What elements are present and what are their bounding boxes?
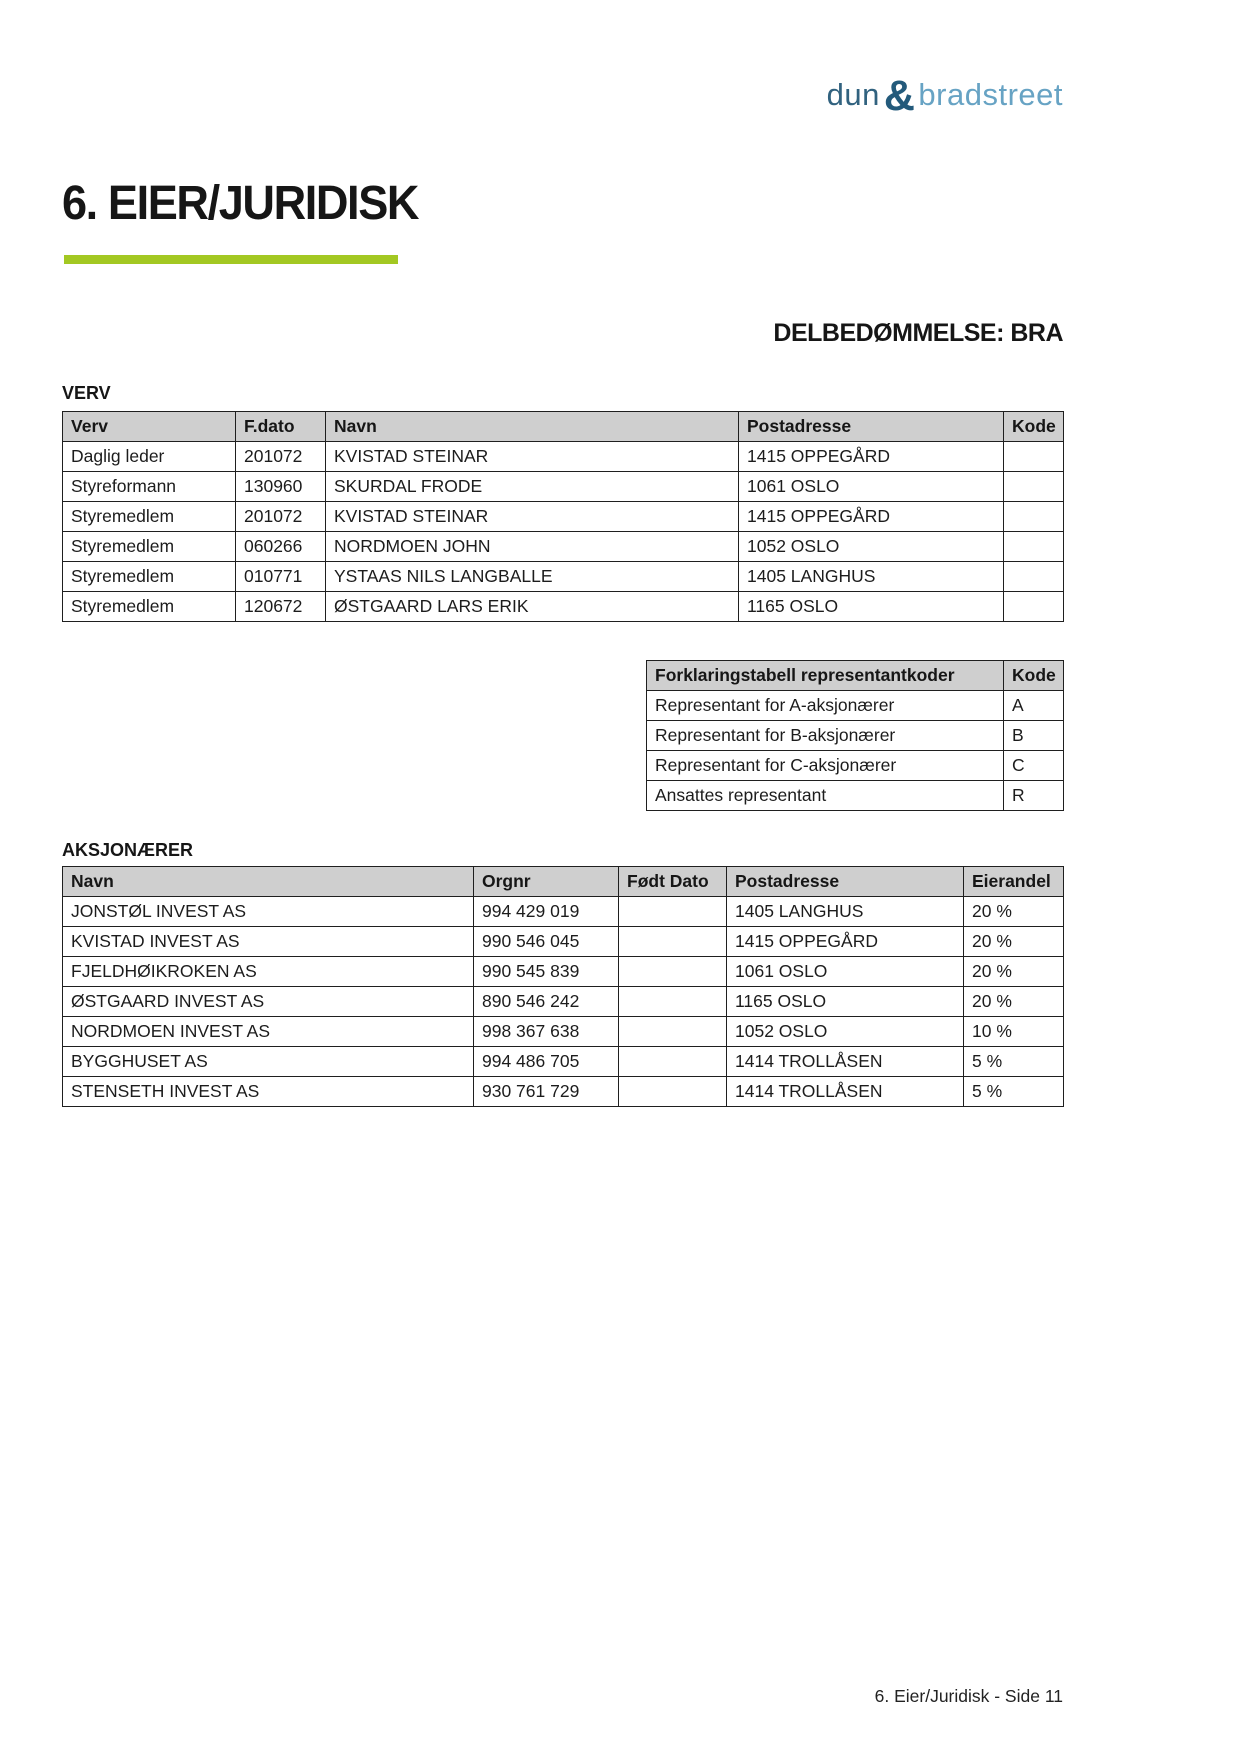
column-header: Forklaringstabell representantkoder — [647, 661, 1004, 691]
accent-underline — [64, 255, 398, 264]
column-header: Født Dato — [619, 867, 727, 897]
page-footer: 6. Eier/Juridisk - Side 11 — [874, 1686, 1063, 1706]
table-row — [63, 1017, 1064, 1047]
table-header-row — [647, 661, 1064, 691]
table-cell: 998 367 638 — [474, 1017, 619, 1047]
verv-table — [62, 411, 1064, 622]
table-cell: R — [1004, 781, 1064, 811]
table-row — [63, 442, 1064, 472]
table-cell — [619, 1017, 727, 1047]
table-cell: Representant for C-aksjonærer — [647, 751, 1004, 781]
table-cell: Styremedlem — [63, 592, 236, 622]
column-header: Eierandel — [964, 867, 1064, 897]
table-cell — [619, 987, 727, 1017]
table-cell: B — [1004, 721, 1064, 751]
table-cell: Representant for A-aksjonærer — [647, 691, 1004, 721]
table-cell: ØSTGAARD LARS ERIK — [326, 592, 739, 622]
table-cell: NORDMOEN JOHN — [326, 532, 739, 562]
table-row — [647, 781, 1064, 811]
table-cell: Styremedlem — [63, 562, 236, 592]
table-cell: 1405 LANGHUS — [727, 897, 964, 927]
table-cell: 1165 OSLO — [739, 592, 1004, 622]
subrating-text: DELBEDØMMELSE: BRA — [773, 319, 1063, 347]
table-header-row — [63, 867, 1064, 897]
table-cell: 990 545 839 — [474, 957, 619, 987]
table-cell: STENSETH INVEST AS — [63, 1077, 474, 1107]
table-row — [63, 532, 1064, 562]
section-title: 6. EIER/JURIDISK — [62, 177, 419, 230]
table-cell: 20 % — [964, 957, 1064, 987]
table-row — [63, 502, 1064, 532]
aksjonaerer-section-label: AKSJONÆRER — [62, 840, 194, 860]
column-header: Verv — [63, 412, 236, 442]
table-cell: 1061 OSLO — [727, 957, 964, 987]
table-cell: YSTAAS NILS LANGBALLE — [326, 562, 739, 592]
table-cell: ØSTGAARD INVEST AS — [63, 987, 474, 1017]
table-cell: Styremedlem — [63, 502, 236, 532]
table-row — [647, 721, 1064, 751]
table-cell — [619, 897, 727, 927]
table-cell: 994 429 019 — [474, 897, 619, 927]
table-cell: 1052 OSLO — [739, 532, 1004, 562]
table-cell: 1415 OPPEGÅRD — [727, 927, 964, 957]
table-cell: 201072 — [236, 442, 326, 472]
table-cell: KVISTAD STEINAR — [326, 442, 739, 472]
table-cell: Daglig leder — [63, 442, 236, 472]
logo-ampersand-icon: & — [883, 72, 916, 120]
column-header: F.dato — [236, 412, 326, 442]
table-row — [647, 691, 1064, 721]
table-cell: 060266 — [236, 532, 326, 562]
table-cell: 1415 OPPEGÅRD — [739, 442, 1004, 472]
table-cell: NORDMOEN INVEST AS — [63, 1017, 474, 1047]
table-cell: 1052 OSLO — [727, 1017, 964, 1047]
table-cell: Styreformann — [63, 472, 236, 502]
table-row — [63, 927, 1064, 957]
table-cell: 1061 OSLO — [739, 472, 1004, 502]
table-cell: 930 761 729 — [474, 1077, 619, 1107]
representative-codes-table — [646, 660, 1064, 811]
table-cell: A — [1004, 691, 1064, 721]
table-row — [647, 751, 1064, 781]
table-cell — [619, 957, 727, 987]
table-cell: 990 546 045 — [474, 927, 619, 957]
table-row — [63, 472, 1064, 502]
table-cell: FJELDHØIKROKEN AS — [63, 957, 474, 987]
column-header: Orgnr — [474, 867, 619, 897]
table-row — [63, 897, 1064, 927]
table-cell: 1165 OSLO — [727, 987, 964, 1017]
table-cell: Ansattes representant — [647, 781, 1004, 811]
table-row — [63, 1047, 1064, 1077]
column-header: Kode — [1004, 661, 1064, 691]
table-row — [63, 957, 1064, 987]
table-cell — [619, 1077, 727, 1107]
table-cell: 5 % — [964, 1047, 1064, 1077]
shareholders-table — [62, 866, 1064, 1107]
table-row — [63, 987, 1064, 1017]
table-row — [63, 1077, 1064, 1107]
table-cell — [619, 1047, 727, 1077]
table-cell: 20 % — [964, 897, 1064, 927]
table-cell: 10 % — [964, 1017, 1064, 1047]
table-cell: KVISTAD STEINAR — [326, 502, 739, 532]
logo-dun-text: dun — [826, 77, 880, 112]
table-cell: 1414 TROLLÅSEN — [727, 1077, 964, 1107]
table-row — [63, 592, 1064, 622]
table-cell: 1415 OPPEGÅRD — [739, 502, 1004, 532]
table-cell — [1004, 532, 1064, 562]
table-cell: 20 % — [964, 927, 1064, 957]
table-cell: 130960 — [236, 472, 326, 502]
table-cell: C — [1004, 751, 1064, 781]
table-cell — [1004, 502, 1064, 532]
table-cell: 20 % — [964, 987, 1064, 1017]
column-header: Navn — [326, 412, 739, 442]
table-cell: SKURDAL FRODE — [326, 472, 739, 502]
table-cell: KVISTAD INVEST AS — [63, 927, 474, 957]
column-header: Navn — [63, 867, 474, 897]
table-cell: 1405 LANGHUS — [739, 562, 1004, 592]
table-cell: 201072 — [236, 502, 326, 532]
table-header-row — [63, 412, 1064, 442]
table-cell: JONSTØL INVEST AS — [63, 897, 474, 927]
table-cell: 010771 — [236, 562, 326, 592]
table-cell: 890 546 242 — [474, 987, 619, 1017]
table-cell: BYGGHUSET AS — [63, 1047, 474, 1077]
table-cell: 994 486 705 — [474, 1047, 619, 1077]
table-cell: 120672 — [236, 592, 326, 622]
dun-bradstreet-logo — [62, 72, 1063, 121]
column-header: Postadresse — [739, 412, 1004, 442]
verv-section-label: VERV — [62, 383, 111, 403]
table-cell — [1004, 442, 1064, 472]
table-cell: 5 % — [964, 1077, 1064, 1107]
table-cell: Representant for B-aksjonærer — [647, 721, 1004, 751]
table-row — [63, 562, 1064, 592]
logo-bradstreet-text: bradstreet — [918, 77, 1063, 112]
column-header: Kode — [1004, 412, 1064, 442]
table-cell: Styremedlem — [63, 532, 236, 562]
table-cell — [1004, 592, 1064, 622]
column-header: Postadresse — [727, 867, 964, 897]
table-cell — [1004, 562, 1064, 592]
table-cell — [619, 927, 727, 957]
table-cell — [1004, 472, 1064, 502]
table-cell: 1414 TROLLÅSEN — [727, 1047, 964, 1077]
